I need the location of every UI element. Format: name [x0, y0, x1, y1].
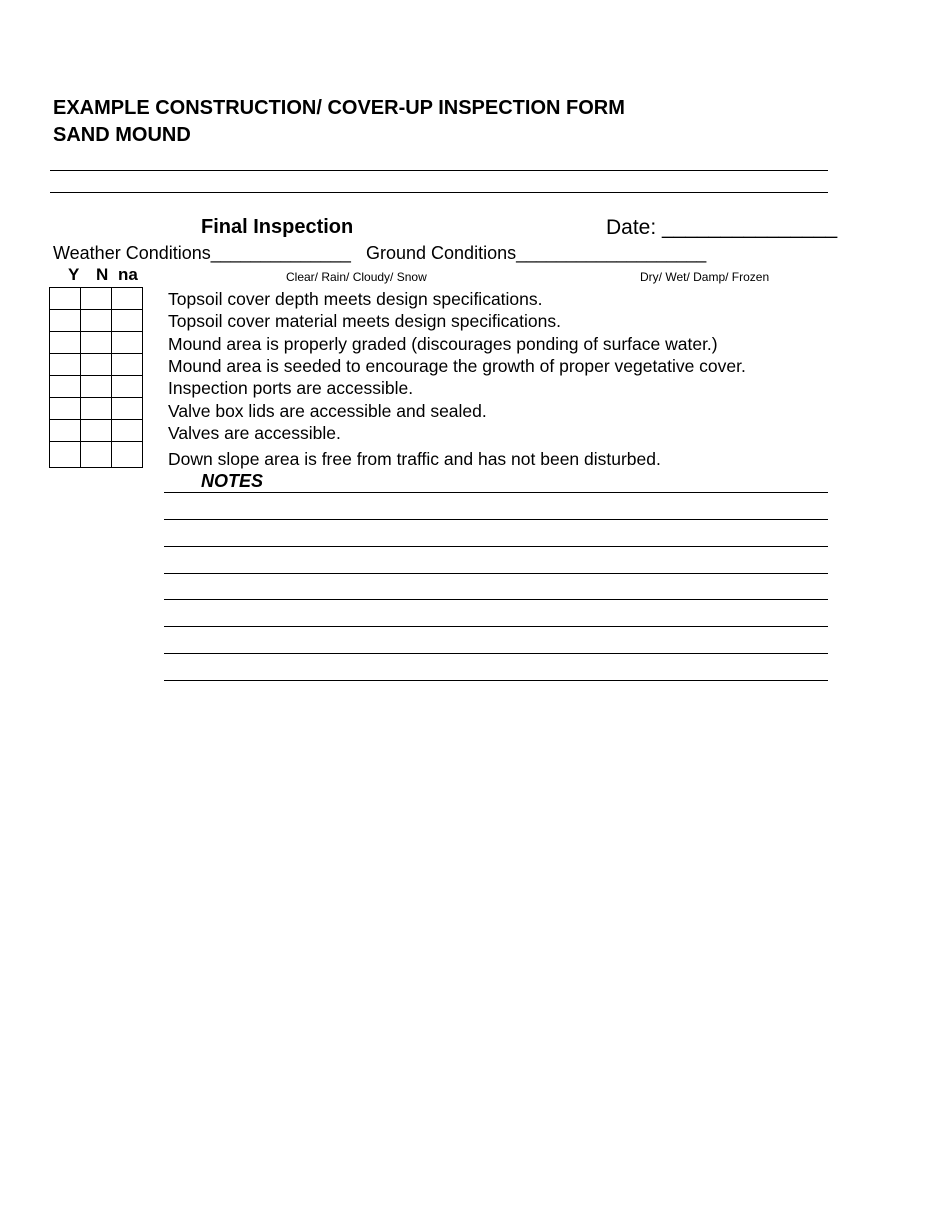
checkbox-n[interactable] — [81, 288, 112, 310]
notes-line[interactable] — [164, 680, 828, 681]
checkbox-y[interactable] — [50, 398, 81, 420]
notes-line[interactable] — [164, 573, 828, 574]
notes-line[interactable] — [164, 546, 828, 547]
notes-line[interactable] — [164, 599, 828, 600]
column-header-n: N — [96, 265, 109, 284]
checkbox-n[interactable] — [81, 376, 112, 398]
weather-conditions-field[interactable]: Weather Conditions______________ — [53, 243, 351, 263]
checklist-item-topsoil-material: Topsoil cover material meets design specifications. — [168, 311, 561, 331]
form-subtitle: SAND MOUND — [53, 124, 191, 146]
notes-line[interactable] — [164, 653, 828, 654]
checkbox-row — [50, 310, 143, 332]
column-header-na: na — [118, 265, 138, 284]
checkbox-y[interactable] — [50, 310, 81, 332]
checklist-item-inspection-ports: Inspection ports are accessible. — [168, 378, 414, 398]
checkbox-row — [50, 288, 143, 310]
checkbox-na[interactable] — [112, 354, 143, 376]
final-inspection-heading: Final Inspection — [201, 216, 354, 238]
checkbox-n[interactable] — [81, 442, 112, 468]
checkbox-na[interactable] — [112, 398, 143, 420]
checkbox-n[interactable] — [81, 420, 112, 442]
checklist-item-topsoil-depth: Topsoil cover depth meets design specifications. — [168, 289, 543, 309]
checkbox-na[interactable] — [112, 442, 143, 468]
checkbox-y[interactable] — [50, 376, 81, 398]
checkbox-n[interactable] — [81, 354, 112, 376]
checkbox-y[interactable] — [50, 420, 81, 442]
notes-line[interactable] — [164, 626, 828, 627]
checkbox-na[interactable] — [112, 376, 143, 398]
notes-line[interactable] — [164, 519, 828, 520]
checklist-item-down-slope: Down slope area is free from traffic and has not been disturbed. — [168, 449, 661, 469]
ground-options-hint: Dry/ Wet/ Damp/ Frozen — [640, 270, 770, 284]
checkbox-y[interactable] — [50, 354, 81, 376]
checkbox-n[interactable] — [81, 310, 112, 332]
checkbox-na[interactable] — [112, 332, 143, 354]
header-rule-top — [50, 170, 828, 171]
checkbox-row — [50, 354, 143, 376]
checkbox-y[interactable] — [50, 332, 81, 354]
checklist-item-valve-box-lids: Valve box lids are accessible and sealed. — [168, 401, 487, 421]
checklist-item-valves: Valves are accessible. — [168, 423, 341, 443]
checkbox-row — [50, 376, 143, 398]
checklist-item-graded: Mound area is properly graded (discourages ponding of surface water.) — [168, 334, 718, 354]
checkbox-na[interactable] — [112, 288, 143, 310]
header-rule-bottom — [50, 192, 828, 193]
checkbox-row — [50, 420, 143, 442]
weather-options-hint: Clear/ Rain/ Cloudy/ Snow — [286, 270, 427, 284]
checkbox-n[interactable] — [81, 332, 112, 354]
checkbox-row — [50, 398, 143, 420]
checkbox-na[interactable] — [112, 420, 143, 442]
checkbox-row — [50, 442, 143, 468]
checkbox-y[interactable] — [50, 442, 81, 468]
notes-label: NOTES — [201, 471, 264, 491]
checkbox-na[interactable] — [112, 310, 143, 332]
notes-line[interactable] — [164, 492, 828, 493]
form-title: EXAMPLE CONSTRUCTION/ COVER-UP INSPECTION FORM — [53, 97, 625, 119]
checkbox-grid — [49, 287, 143, 468]
column-header-y: Y — [68, 265, 80, 284]
ground-conditions-field[interactable]: Ground Conditions___________________ — [366, 243, 707, 263]
checkbox-row — [50, 332, 143, 354]
date-field[interactable]: Date: _______________ — [606, 216, 838, 239]
checklist-item-seeded: Mound area is seeded to encourage the growth of proper vegetative cover. — [168, 356, 746, 376]
checkbox-y[interactable] — [50, 288, 81, 310]
checkbox-n[interactable] — [81, 398, 112, 420]
